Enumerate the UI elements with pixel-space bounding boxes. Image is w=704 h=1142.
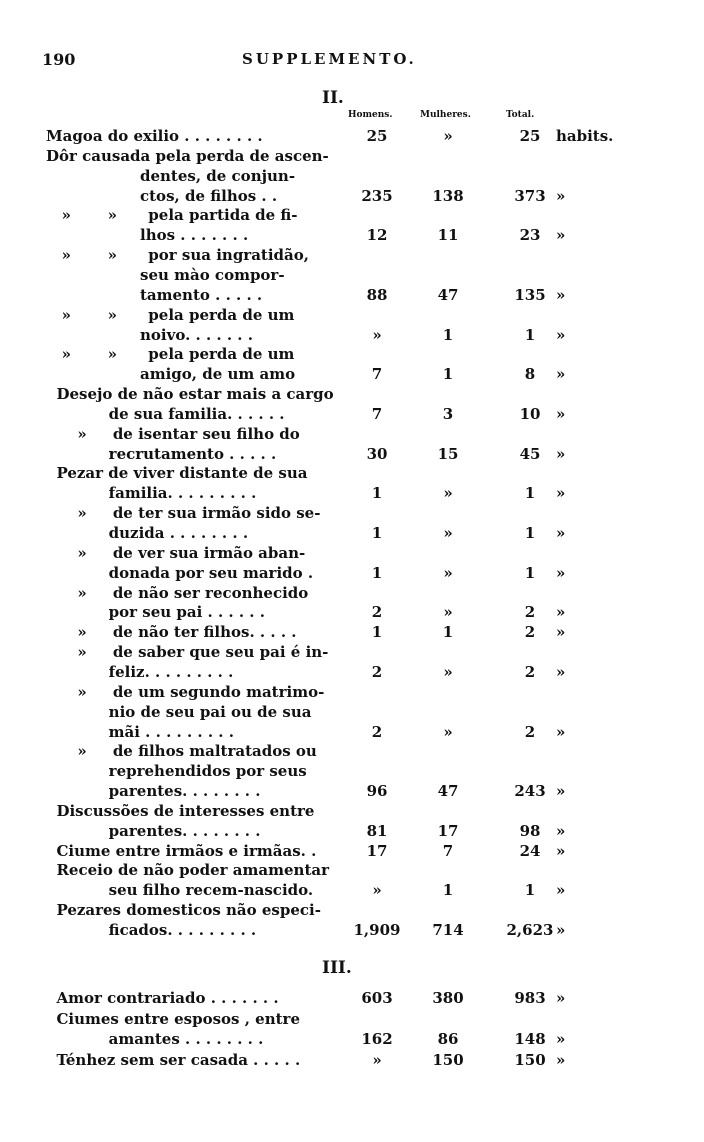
row-label: » » pela perda de um — [46, 305, 295, 324]
row-label: Magoa do exilio . . . . . . . . — [46, 127, 263, 145]
table-row — [0, 860, 704, 880]
total-value: 2 — [524, 623, 536, 642]
row-label: ctos, de filhos . . — [46, 186, 278, 205]
women-value: 1 — [442, 881, 454, 900]
row-label: noivo. . . . . . . — [46, 325, 253, 344]
women-value: 11 — [437, 226, 459, 245]
women-value: 17 — [437, 821, 459, 840]
total-value: 2 — [524, 662, 536, 681]
men-value: 30 — [366, 444, 388, 463]
row-label: » de não ter filhos. . . . . — [46, 623, 297, 642]
row-label: » de ter sua irmão sido se- — [46, 504, 321, 523]
men-value: 2 — [371, 722, 383, 741]
table-row — [0, 503, 704, 523]
women-value: » — [443, 563, 453, 582]
total-value: 2 — [524, 603, 536, 622]
table-row — [0, 781, 704, 801]
unit-label: » — [556, 821, 566, 840]
table-row — [0, 702, 704, 722]
total-value: 1 — [524, 484, 536, 503]
women-value: 1 — [442, 325, 454, 344]
women-value: 47 — [437, 285, 459, 304]
men-value: 235 — [361, 186, 393, 205]
men-value: 1 — [371, 623, 383, 642]
unit-label: » — [556, 1030, 566, 1048]
row-label: Amor contrariado . . . . . . . — [46, 989, 279, 1007]
row-label: » de um segundo matrimo- — [46, 682, 325, 701]
unit-label: » — [556, 285, 566, 304]
table-row — [0, 880, 704, 900]
table-row — [0, 424, 704, 444]
table-row — [0, 900, 704, 920]
row-label: tamento . . . . . — [46, 285, 263, 304]
row-label: Pezar de viver distante de sua — [46, 464, 308, 483]
unit-label: » — [556, 989, 566, 1007]
total-value: 1 — [524, 524, 536, 542]
women-value: » — [443, 603, 453, 622]
women-value: 714 — [432, 921, 464, 939]
total-value: 243 — [514, 782, 546, 801]
unit-label: » — [556, 365, 566, 384]
men-value: 162 — [361, 1030, 393, 1048]
table-row — [0, 821, 704, 841]
table-row — [0, 404, 704, 424]
table-row — [0, 642, 704, 662]
total-value: 23 — [519, 226, 541, 245]
men-value: 12 — [366, 226, 388, 245]
section-3-numeral: III. — [322, 958, 352, 978]
row-label: mãi . . . . . . . . . — [46, 722, 234, 741]
women-value: 15 — [437, 444, 459, 463]
men-value: 1,909 — [353, 921, 401, 939]
men-value: 81 — [366, 821, 388, 840]
total-value: 10 — [519, 404, 541, 423]
total-value: 150 — [514, 1050, 546, 1069]
men-value: 1 — [371, 524, 383, 542]
table-row — [0, 543, 704, 563]
table-row — [0, 801, 704, 821]
men-value: 7 — [371, 365, 383, 384]
men-value: 17 — [366, 841, 388, 860]
men-value: 7 — [371, 404, 383, 423]
unit-label: » — [556, 782, 566, 801]
table-row — [0, 523, 704, 543]
row-label: Pezares domesticos não especi- — [46, 901, 321, 920]
men-value: 96 — [366, 782, 388, 801]
total-value: 2 — [524, 722, 536, 741]
table-row — [0, 205, 704, 225]
total-value: 1 — [524, 881, 536, 900]
row-label: » de filhos maltratados ou — [46, 742, 317, 761]
table-row — [0, 1029, 704, 1049]
row-label: donada por seu marido . — [46, 563, 314, 582]
men-value: 25 — [366, 127, 388, 145]
women-value: 1 — [442, 623, 454, 642]
row-label: » de saber que seu pai é in- — [46, 643, 329, 662]
women-value: 86 — [437, 1030, 459, 1048]
row-label: familia. . . . . . . . . — [46, 484, 257, 503]
unit-label: » — [556, 662, 566, 681]
table-row — [0, 344, 704, 364]
women-value: 3 — [442, 404, 454, 423]
table-row — [0, 126, 704, 146]
row-label: seu filho recem-nascido. — [46, 881, 314, 900]
table-row — [0, 364, 704, 384]
men-value: 1 — [371, 563, 383, 582]
total-value: 1 — [524, 563, 536, 582]
women-value: 138 — [432, 186, 464, 205]
row-label: Ciumes entre esposos , entre — [46, 1009, 300, 1028]
women-value: » — [443, 127, 453, 145]
unit-label: » — [556, 623, 566, 642]
table-row — [0, 186, 704, 206]
row-label: amigo, de um amo — [46, 365, 296, 384]
section-2-numeral: II. — [322, 88, 344, 108]
women-value: » — [443, 722, 453, 741]
table-row — [0, 682, 704, 702]
total-value: 8 — [524, 365, 536, 384]
table-row — [0, 146, 704, 166]
total-value: 373 — [514, 186, 546, 205]
unit-label: » — [556, 603, 566, 622]
unit-label: » — [556, 484, 566, 503]
row-label: » » pela perda de um — [46, 345, 295, 364]
table-row — [0, 305, 704, 325]
row-label: seu mào compor- — [46, 265, 285, 284]
table-row — [0, 841, 704, 861]
men-value: 2 — [371, 603, 383, 622]
table-row — [0, 722, 704, 742]
row-label: » » por sua ingratidão, — [46, 246, 309, 265]
column-header-total: Total. — [506, 110, 535, 120]
women-value: 150 — [432, 1050, 464, 1069]
total-value: 25 — [519, 127, 541, 145]
row-label: por seu pai . . . . . . — [46, 603, 265, 622]
total-value: 135 — [514, 285, 546, 304]
table-row — [0, 444, 704, 464]
row-label: ficados. . . . . . . . . — [46, 921, 257, 939]
row-label: Dôr causada pela perda de ascen- — [46, 146, 329, 165]
table-row — [0, 245, 704, 265]
women-value: » — [443, 662, 453, 681]
page-number: 190 — [42, 50, 76, 69]
table-row — [0, 622, 704, 642]
unit-label: » — [556, 563, 566, 582]
women-value: 1 — [442, 365, 454, 384]
row-label: Ténhez sem ser casada . . . . . — [46, 1050, 301, 1069]
unit-label: » — [556, 841, 566, 860]
row-label: » de não ser reconhecido — [46, 583, 309, 602]
total-value: 98 — [519, 821, 541, 840]
table-row — [0, 463, 704, 483]
table-row — [0, 920, 704, 940]
unit-label: » — [556, 921, 566, 939]
row-label: duzida . . . . . . . . — [46, 524, 249, 542]
men-value: 603 — [361, 989, 393, 1007]
table-row — [0, 166, 704, 186]
women-value: 47 — [437, 782, 459, 801]
row-label: de sua familia. . . . . . — [46, 404, 285, 423]
men-value: » — [372, 881, 382, 900]
total-value: 24 — [519, 841, 541, 860]
women-value: » — [443, 524, 453, 542]
table-row — [0, 563, 704, 583]
table-row — [0, 384, 704, 404]
women-value: 7 — [442, 841, 454, 860]
unit-label: » — [556, 881, 566, 900]
row-label: amantes . . . . . . . . — [46, 1030, 264, 1048]
column-header-men: Homens. — [348, 110, 393, 120]
unit-label: » — [556, 186, 566, 205]
total-value: 45 — [519, 444, 541, 463]
table-row — [0, 325, 704, 345]
total-value: 148 — [514, 1030, 546, 1048]
unit-label: » — [556, 404, 566, 423]
table-row — [0, 761, 704, 781]
total-value: 983 — [514, 989, 546, 1007]
women-value: » — [443, 484, 453, 503]
table-row — [0, 662, 704, 682]
table-row — [0, 1050, 704, 1070]
total-value: 1 — [524, 325, 536, 344]
table-row — [0, 741, 704, 761]
row-label: Discussões de interesses entre — [46, 801, 315, 820]
table-row — [0, 602, 704, 622]
women-value: 380 — [432, 989, 464, 1007]
table-row — [0, 285, 704, 305]
table-row — [0, 988, 704, 1008]
running-title: SUPPLEMENTO. — [242, 50, 417, 68]
table-row — [0, 1009, 704, 1029]
unit-label: » — [556, 325, 566, 344]
men-value: 1 — [371, 484, 383, 503]
unit-label: » — [556, 1050, 566, 1069]
row-label: reprehendidos por seus — [46, 762, 307, 781]
row-label: dentes, de conjun- — [46, 166, 296, 185]
men-value: » — [372, 325, 382, 344]
row-label: Receio de não poder amamentar — [46, 861, 329, 880]
unit-label: » — [556, 524, 566, 542]
row-label: parentes. . . . . . . . — [46, 782, 261, 801]
row-label: » de ver sua irmão aban- — [46, 543, 306, 562]
row-label: Desejo de não estar mais a cargo — [46, 385, 334, 404]
row-label: feliz. . . . . . . . . — [46, 662, 234, 681]
men-value: 88 — [366, 285, 388, 304]
row-label: Ciume entre irmãos e irmãas. . — [46, 841, 317, 860]
men-value: » — [372, 1050, 382, 1069]
unit-label: » — [556, 722, 566, 741]
column-header-women: Mulheres. — [420, 110, 471, 120]
row-label: parentes. . . . . . . . — [46, 821, 261, 840]
total-value: 2,623 — [506, 921, 554, 939]
unit-label: habits. — [556, 127, 614, 145]
table-row — [0, 583, 704, 603]
table-row — [0, 483, 704, 503]
unit-label: » — [556, 226, 566, 245]
row-label: » » pela partida de fi- — [46, 206, 298, 225]
row-label: lhos . . . . . . . — [46, 226, 249, 245]
table-row — [0, 225, 704, 245]
row-label: recrutamento . . . . . — [46, 444, 277, 463]
row-label: nio de seu pai ou de sua — [46, 702, 312, 721]
table-row — [0, 265, 704, 285]
men-value: 2 — [371, 662, 383, 681]
row-label: » de isentar seu filho do — [46, 424, 300, 443]
unit-label: » — [556, 444, 566, 463]
